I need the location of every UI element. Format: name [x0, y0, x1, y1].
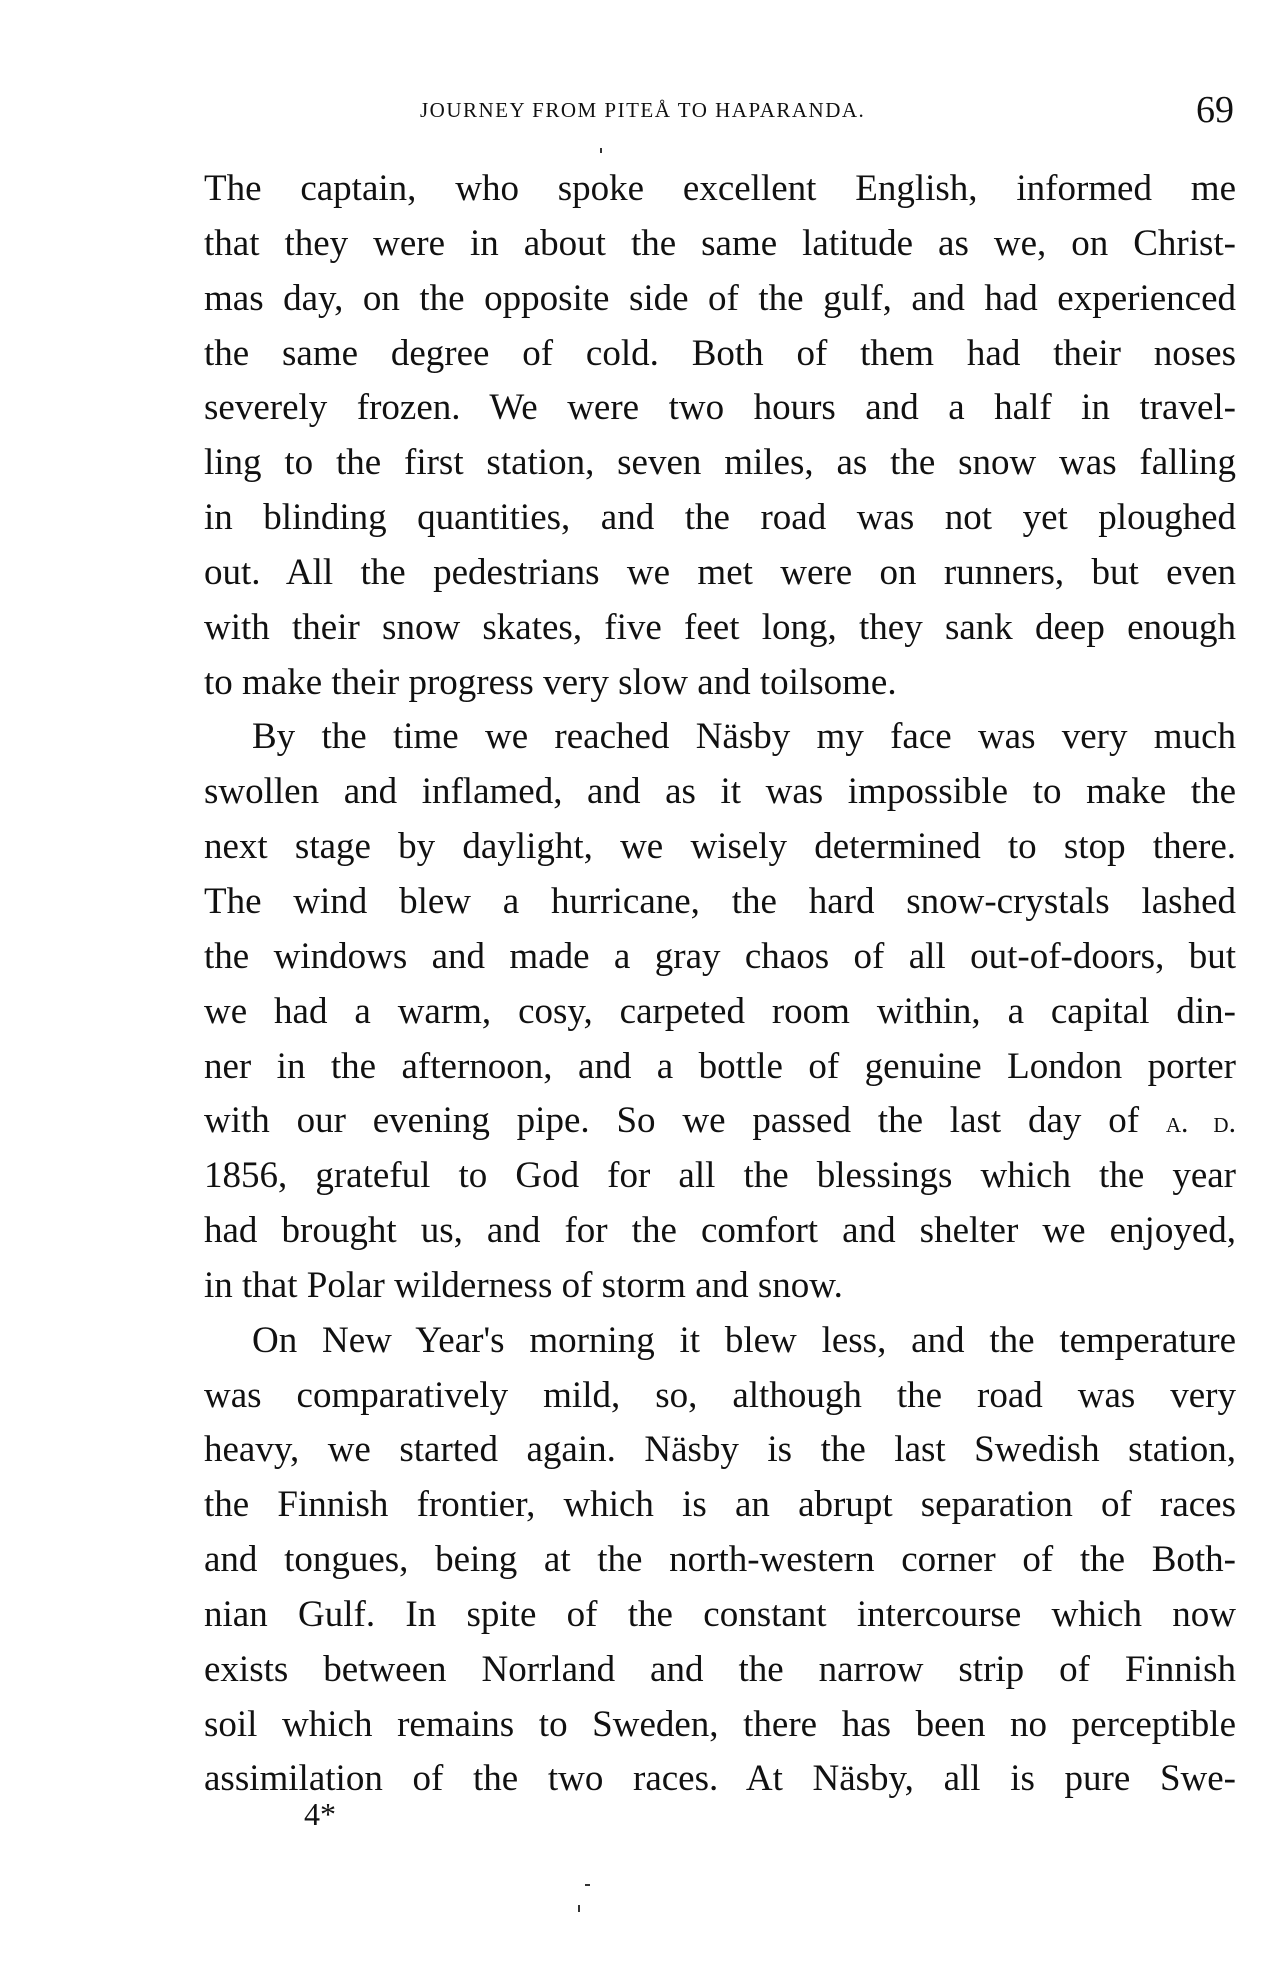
text-line: The captain, who spoke excellent English, informed me [204, 168, 1236, 209]
text-line: was comparatively mild, so, although the road was very [204, 1374, 1236, 1416]
text-line: to make their progress very slow and toilsome. [204, 661, 897, 703]
text-line: out. All the pedestrians we met were on runners, but even [204, 551, 1236, 593]
text-line: in that Polar wilderness of storm and snow. [204, 1264, 843, 1306]
text-line: heavy, we started again. Näsby is the last Swedish station, [204, 1429, 1236, 1471]
text-line: ner in the afternoon, and a bottle of genuine London porter [204, 1045, 1236, 1087]
text-line: we had a warm, cosy, carpeted room within, a capital din- [204, 990, 1236, 1032]
paragraph [204, 162, 1236, 710]
paragraph [204, 710, 1236, 1313]
text-line: with our evening pipe. So we passed the last day of a. d. [204, 1100, 1236, 1142]
text-line: next stage by daylight, we wisely determined to stop there. [204, 826, 1236, 868]
text-line: and tongues, being at the north-western corner of the Both- [204, 1539, 1236, 1581]
text-line: soil which remains to Sweden, there has been no perceptible [204, 1703, 1236, 1745]
text-line: The wind blew a hurricane, the hard snow-crystals lashed [204, 880, 1236, 922]
text-line: swollen and inflamed, and as it was impossible to make the [204, 771, 1236, 813]
signature-mark: 4* [304, 1796, 336, 1832]
page-number: 69 [1196, 89, 1234, 131]
text-line: in blinding quantities, and the road was not yet ploughed [204, 497, 1236, 539]
text-line: that they were in about the same latitude as we, on Christ- [204, 222, 1236, 264]
paragraph [204, 1314, 1236, 1808]
text-line: 1856, grateful to God for all the blessings which the year [204, 1155, 1236, 1197]
text-line: had brought us, and for the comfort and shelter we enjoyed, [204, 1210, 1236, 1252]
text-line: assimilation of the two races. At Näsby, all is pure Swe- [204, 1758, 1236, 1800]
text-line: nian Gulf. In spite of the constant intercourse which now [204, 1593, 1236, 1635]
text-line: mas day, on the opposite side of the gulf, and had experienced [204, 277, 1236, 319]
scan-speck [585, 1884, 590, 1886]
scan-speck [578, 1905, 580, 1912]
text-line: By the time we reached Näsby my face was very much [252, 716, 1236, 758]
scan-speck [600, 148, 602, 153]
text-line: the same degree of cold. Both of them had their noses [204, 332, 1236, 374]
text-line: the Finnish frontier, which is an abrupt separation of races [204, 1484, 1236, 1526]
text-line: ling to the first station, seven miles, as the snow was falling [204, 442, 1236, 484]
running-head: JOURNEY FROM PITEÅ TO HAPARANDA. [420, 98, 866, 122]
body-text [204, 162, 1236, 1807]
text-line: severely frozen. We were two hours and a half in travel- [204, 387, 1236, 429]
text-line: the windows and made a gray chaos of all out-of-doors, but [204, 935, 1236, 977]
text-line: On New Year's morning it blew less, and the temperature [252, 1319, 1236, 1361]
text-line: with their snow skates, five feet long, they sank deep enough [204, 606, 1236, 648]
text-line: exists between Norrland and the narrow strip of Finnish [204, 1648, 1236, 1690]
